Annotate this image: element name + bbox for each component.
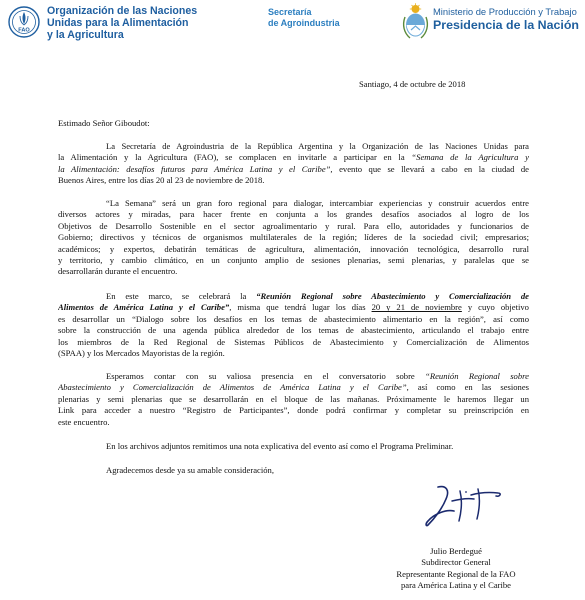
text-line: es desarrollar un “Dialogo sobre los desafíos en los temas de abastecimiento alimentario en la región”, así como [58,313,529,324]
signatory-name: Julio Berdegué [430,546,482,556]
fao-organization-name [47,5,197,41]
text-line: Gobierno; directivos y técnicos de organismos multilaterales de la región; líderes de la sociedad civil; empresarios; [58,232,529,243]
fao-emblem-text: FAO [18,27,30,34]
secretaria-agroindustria-logo [268,7,340,29]
salutation: Estimado Señor Giboudot: [58,118,150,128]
paragraph-registration [58,371,529,428]
signatory-region: para América Latina y el Caribe [401,579,511,590]
text-line: Esperamos contar con su valiosa presencia en el conversatorio sobre “Reunión Regional sobre [106,371,529,381]
fao-name-line: y la Agricultura [47,29,124,41]
ministerio-produccion-logo [433,6,579,33]
text-line: este encuentro. [58,416,110,427]
text-line: Buenos Aires, entre los días 20 al 23 de noviembre de 2018. [58,175,265,186]
text-line: diversos actores y miradas, para hacer frente en conjunta a los grandes desafíos asociados al logro de los [58,209,529,220]
paragraph-la-semana [58,198,529,278]
closing-line: Agradecemos desde ya su amable consideración, [106,465,274,475]
signatory-title: Subdirector General [421,557,491,568]
text-line: En este marco, se celebrará la “Reunión Regional sobre Abastecimiento y Comercialización de [106,291,529,301]
text-line: plenarias y semi plenarias que se desarrollarán en el bloque de las mañanas. Próximamente le haremos llegar un [58,393,529,404]
argentina-coat-of-arms-icon [402,3,429,41]
text-line: “La Semana” será un gran foro regional para dialogar, intercambiar experiencias y construir acuerdos entre [106,198,529,208]
fao-name-line: Unidas para la Alimentación [47,17,189,29]
letterhead [0,0,585,50]
text-line: la Alimentación y la Agricultura (FAO), se complacen en invitarle a participar en la “Semana de la Agricultura y [58,152,529,163]
secretaria-line: Secretaría [268,7,312,17]
text-line: La Secretaría de Agroindustria de la República Argentina y la Organización de las Naciones Unidas para [106,141,529,151]
event-dates: 20 y 21 de noviembre [371,302,462,313]
signature-block [386,546,526,591]
letter-date: Santiago, 4 de octubre de 2018 [359,79,466,89]
text-line: (SPAA) y los Mercados Mayoristas de la región. [58,347,225,358]
text-line: Abastecimiento y Comercialización de Alimentos de América Latina y el Caribe”, así como en las sesiones [58,382,529,393]
text-line: desarrollarán durante el encuentro. [58,266,178,277]
ministerio-name: Ministerio de Producción y Trabajo [433,6,577,17]
paragraph-reunion-regional [58,291,529,359]
secretaria-line: de Agroindustria [268,18,340,28]
fao-name-line: Organización de las Naciones [47,5,198,17]
text-line: Link para acceder a nuestro “Registro de Participantes”, donde podrá confirmar y completar su preinscripción en [58,405,529,416]
text-line: Objetivos de Desarrollo Sostenible en el sector agroalimentario y rural. Para ello, autoridades y funcionarios de [58,220,529,231]
fao-logo [8,6,40,38]
text-line: académicos; y expertos, debatirán temáticas de agricultura, alimentación, innovación tecnológica, desarrollo rural [58,243,529,254]
presidencia-name: Presidencia de la Nación [433,18,579,32]
text-line: los miembros de la Red Regional de Sistemas Públicos de Abastecimiento y Comercialización de Alimentos [58,336,529,347]
text-line: y territorio, y cambio climático, en un conjunto amplio de sesiones plenarias, semi plenarias, y paralelas que se [58,254,529,265]
paragraph-attachments: En los archivos adjuntos remitimos una nota explicativa del evento así como el Programa Preliminar. [106,441,454,451]
handwritten-signature [416,481,516,531]
text-line: sobre la construcción de una agenda pública alrededor de los temas de abastecimiento, articulando el trabajo entre [58,325,529,336]
signatory-role: Representante Regional de la FAO [396,568,516,579]
text-line: la Alimentación: desafíos futuros para América Latina y el Caribe”, evento que se llevará a cabo en la ciudad de [58,163,529,174]
text-line: Alimentos de América Latina y el Caribe”, misma que tendrá lugar los días 20 y 21 de noviembre y cuyo objetivo [58,302,529,313]
paragraph-invitation [58,141,529,187]
